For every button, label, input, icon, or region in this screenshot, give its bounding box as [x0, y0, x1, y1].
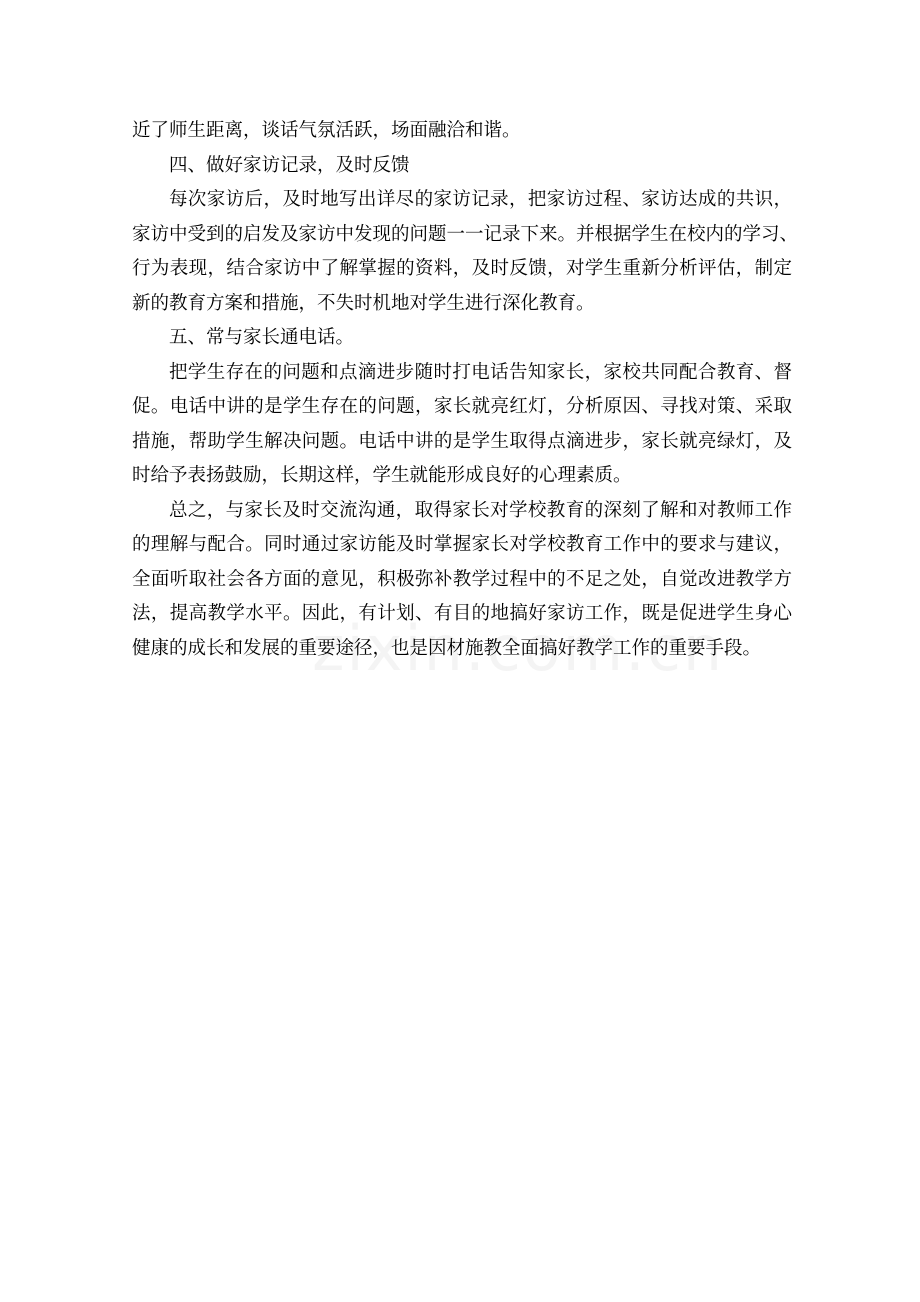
paragraph-line: 新的教育方案和措施，不失时机地对学生进行深化教育。 — [132, 292, 595, 314]
paragraph-line: 健康的成长和发展的重要途径，也是因材施教全面搞好教学工作的重要手段。 — [132, 637, 762, 659]
paragraph-line: 法，提高教学水平。因此，有计划、有目的地搞好家访工作，既是促进学生身心 — [132, 603, 792, 624]
section-heading-4: 四、做好家访记录，及时反馈 — [169, 154, 410, 176]
paragraph-continuation-line: 近了师生距离，谈话气氛活跃，场面融洽和谐。 — [132, 120, 521, 141]
document-page — [132, 114, 799, 666]
paragraph-line: 时给予表扬鼓励，长期这样，学生就能形成良好的心理素质。 — [132, 465, 632, 486]
paragraph-line: 家访中受到的启发及家访中发现的问题一一记录下来。并根据学生在校内的学习、 — [132, 223, 799, 245]
paragraph-line: 全面听取社会各方面的意见，积极弥补教学过程中的不足之处，自觉改进教学方 — [132, 568, 792, 590]
paragraph-line: 总之，与家长及时交流沟通，取得家长对学校教育的深刻了解和对教师工作 — [169, 499, 792, 521]
paragraph-line: 促。电话中讲的是学生存在的问题，家长就亮红灯，分析原因、寻找对策、采取 — [132, 396, 792, 417]
section-heading-5: 五、常与家长通电话。 — [169, 327, 355, 348]
paragraph-line: 每次家访后，及时地写出详尽的家访记录，把家访过程、家访达成的共识， — [169, 189, 792, 210]
paragraph-line: 行为表现，结合家访中了解掌握的资料，及时反馈，对学生重新分析评估，制定 — [132, 258, 792, 279]
paragraph-line: 把学生存在的问题和点滴进步随时打电话告知家长，家校共同配合教育、督 — [169, 361, 792, 383]
paragraph-line: 的理解与配合。同时通过家访能及时掌握家长对学校教育工作中的要求与建议， — [132, 534, 792, 555]
paragraph-line: 措施，帮助学生解决问题。电话中讲的是学生取得点滴进步，家长就亮绿灯，及 — [132, 430, 792, 452]
